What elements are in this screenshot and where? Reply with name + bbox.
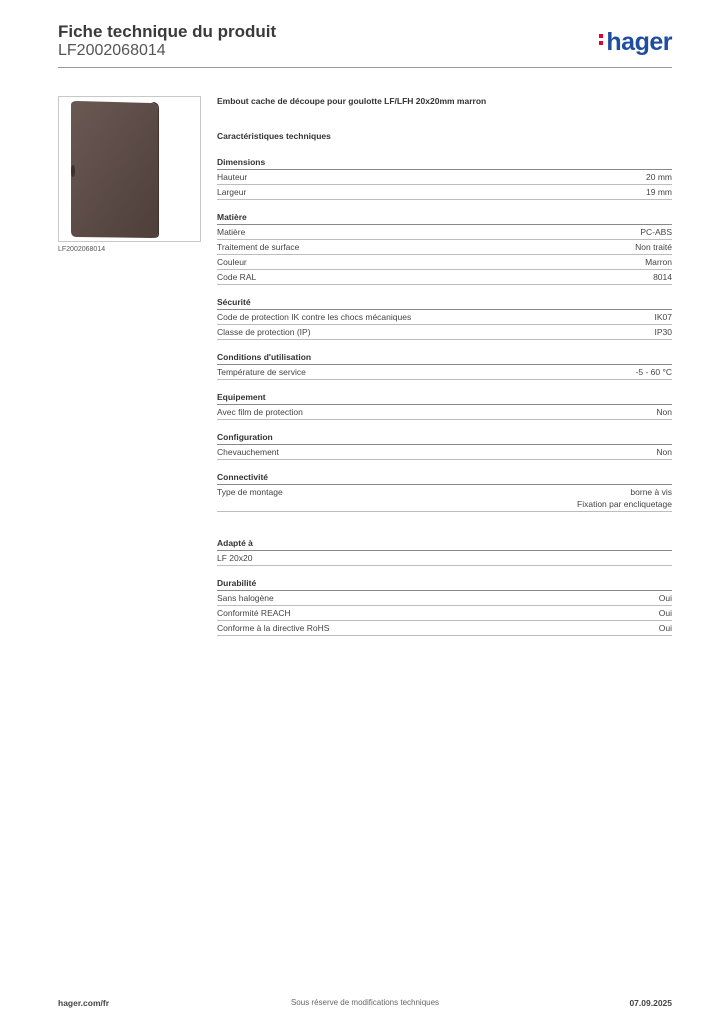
spec-value-line: Marron	[645, 257, 672, 267]
spec-section	[217, 157, 672, 200]
spec-row	[217, 591, 672, 606]
spec-section	[217, 578, 672, 636]
spec-value-line: -5 - 60 °C	[635, 367, 672, 377]
spec-section	[217, 297, 672, 340]
spec-section	[217, 472, 672, 512]
hager-logo	[599, 28, 672, 57]
header-divider	[58, 67, 672, 68]
section-title: Conditions d'utilisation	[217, 352, 672, 365]
section-title: Sécurité	[217, 297, 672, 310]
spec-value-line: Non traité	[635, 242, 672, 252]
page-header	[58, 22, 672, 68]
spec-value	[645, 256, 672, 268]
spec-label: LF 20x20	[217, 553, 253, 563]
spec-label: Traitement de surface	[217, 242, 300, 252]
footer-disclaimer: Sous réserve de modifications techniques	[290, 998, 440, 1007]
spec-label: Code de protection IK contre les chocs mécaniques	[217, 312, 412, 322]
spec-row	[217, 621, 672, 636]
spec-row	[217, 170, 672, 185]
spec-value	[659, 607, 672, 619]
page-title: Fiche technique du produit	[58, 22, 277, 41]
footer-website[interactable]: hager.com/fr	[58, 998, 110, 1008]
spec-value-line: IP30	[654, 327, 672, 337]
spec-value	[646, 186, 672, 198]
spec-value-line: Oui	[658, 623, 672, 633]
spec-row	[217, 445, 672, 460]
spec-value-line: Oui	[658, 608, 672, 618]
spec-row	[217, 240, 672, 255]
footer-date: 07.09.2025	[629, 998, 672, 1008]
spec-label: Matière	[217, 227, 246, 237]
spec-section	[217, 352, 672, 380]
spec-label: Conformité REACH	[217, 608, 291, 618]
spec-label: Chevauchement	[217, 447, 279, 457]
spec-row	[217, 325, 672, 340]
spec-label: Conforme à la directive RoHS	[217, 623, 330, 633]
spec-label: Sans halogène	[217, 593, 274, 603]
spec-row	[217, 310, 672, 325]
spec-label: Classe de protection (IP)	[217, 327, 311, 337]
spec-value-line: 20 mm	[646, 172, 672, 182]
spec-section	[217, 212, 672, 285]
spec-row	[217, 551, 672, 566]
spec-row	[217, 270, 672, 285]
spec-row	[217, 255, 672, 270]
spec-section	[217, 392, 672, 420]
spec-label: Type de montage	[217, 487, 283, 497]
spec-value-line: Non	[656, 407, 672, 417]
spec-row	[217, 606, 672, 621]
spec-value-line: PC-ABS	[640, 227, 672, 237]
spec-value-line: 8014	[653, 272, 672, 282]
spec-row	[217, 485, 672, 512]
spec-label: Avec film de protection	[217, 407, 303, 417]
logo-colon-icon	[599, 31, 603, 48]
spec-row	[217, 185, 672, 200]
spec-value	[577, 486, 672, 510]
spec-section	[217, 432, 672, 460]
characteristics-title: Caractéristiques techniques	[217, 131, 331, 141]
spec-label: Code RAL	[217, 272, 257, 282]
spec-value-line: Oui	[658, 593, 672, 603]
spec-value	[659, 592, 672, 604]
spec-value-line: Fixation par encliquetage	[577, 499, 672, 509]
section-title: Adapté à	[217, 538, 672, 551]
spec-label: Température de service	[217, 367, 306, 377]
product-name: Embout cache de découpe pour goulotte LF/LFH 20x20mm marron	[217, 96, 487, 106]
spec-value	[646, 171, 672, 183]
section-title: Configuration	[217, 432, 672, 445]
section-title: Durabilité	[217, 578, 672, 591]
spec-value	[656, 446, 672, 458]
spec-value	[653, 271, 672, 283]
product-code: LF2002068014	[58, 42, 166, 59]
spec-value-line: 19 mm	[646, 187, 672, 197]
spec-sections	[217, 157, 672, 636]
spec-section	[217, 538, 672, 566]
product-cap-icon	[59, 97, 200, 241]
section-title: Dimensions	[217, 157, 672, 170]
spec-label: Largeur	[217, 187, 247, 197]
spec-value	[636, 366, 672, 378]
spec-value-line: Non	[656, 447, 672, 457]
spec-row	[217, 365, 672, 380]
spec-label: Hauteur	[217, 172, 248, 182]
spec-value-line: IK07	[654, 312, 672, 322]
section-title: Matière	[217, 212, 672, 225]
section-title: Equipement	[217, 392, 672, 405]
spec-value	[656, 406, 672, 418]
product-image	[58, 96, 201, 242]
product-image-label: LF2002068014	[58, 246, 106, 253]
section-title: Connectivité	[217, 472, 672, 485]
spec-value	[655, 311, 673, 323]
spec-label: Couleur	[217, 257, 247, 267]
spec-value	[659, 622, 672, 634]
spec-value	[640, 226, 672, 238]
logo-text: hager	[606, 28, 672, 56]
spec-value	[655, 326, 673, 338]
spec-content	[217, 96, 672, 636]
spec-row	[217, 225, 672, 240]
spec-row	[217, 405, 672, 420]
spec-value	[635, 241, 672, 253]
spec-value-line: borne à vis	[630, 487, 672, 497]
